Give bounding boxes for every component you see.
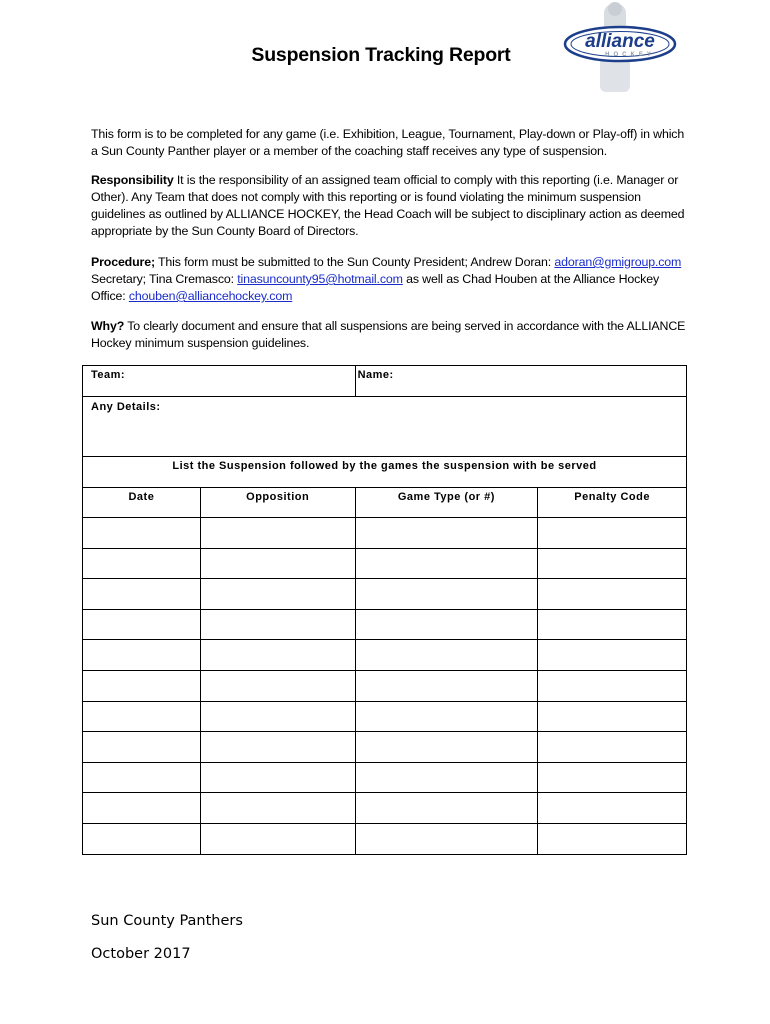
date-cell[interactable] (83, 518, 201, 549)
footer-organization: Sun County Panthers (91, 913, 243, 929)
opposition-cell[interactable] (200, 548, 355, 579)
opposition-cell[interactable] (200, 670, 355, 701)
svg-text:alliance: alliance (585, 31, 655, 52)
table-row (83, 670, 687, 701)
table-row (83, 640, 687, 671)
procedure-label: Procedure; (91, 255, 155, 269)
column-header-game-type: Game Type (or #) (355, 488, 538, 518)
penalty-code-cell[interactable] (538, 518, 687, 549)
details-row (83, 397, 687, 457)
responsibility-paragraph (91, 172, 691, 240)
details-field[interactable]: Any Details: (83, 397, 687, 457)
team-field[interactable]: Team: (83, 366, 356, 397)
table-row (83, 793, 687, 824)
opposition-cell[interactable] (200, 609, 355, 640)
game-type-cell[interactable] (355, 762, 538, 793)
opposition-cell[interactable] (200, 640, 355, 671)
game-type-cell[interactable] (355, 823, 538, 854)
date-cell[interactable] (83, 640, 201, 671)
list-header: List the Suspension followed by the games the suspension with be served (83, 457, 687, 488)
game-type-cell[interactable] (355, 548, 538, 579)
game-type-cell[interactable] (355, 670, 538, 701)
penalty-code-cell[interactable] (538, 732, 687, 763)
date-cell[interactable] (83, 548, 201, 579)
email-link-alliance-office[interactable]: chouben@alliancehockey.com (128, 289, 293, 303)
page-title: Suspension Tracking Report (251, 44, 511, 66)
name-field[interactable]: Name: (355, 366, 686, 397)
opposition-cell[interactable] (200, 793, 355, 824)
game-type-cell[interactable] (355, 732, 538, 763)
table-row (83, 609, 687, 640)
table-row (83, 823, 687, 854)
opposition-cell[interactable] (200, 823, 355, 854)
column-header-date: Date (83, 488, 201, 518)
penalty-code-cell[interactable] (538, 823, 687, 854)
table-row (83, 548, 687, 579)
responsibility-text: It is the responsibility of an assigned team official to comply with this reporting (i.e. Manager or Other). Any Team that does not comply with this reporting or is found violating the minimum suspension guidelines as outlined by ALLIANCE HOCKEY, the Head Coach will be subject to disciplinary action as deemed appropriate by the Sun County Board of Directors. (91, 173, 685, 238)
suspension-form-table (82, 365, 687, 855)
penalty-code-cell[interactable] (538, 579, 687, 610)
game-type-cell[interactable] (355, 579, 538, 610)
date-cell[interactable] (83, 793, 201, 824)
opposition-cell[interactable] (200, 701, 355, 732)
table-row (83, 701, 687, 732)
table-row (83, 518, 687, 549)
column-header-row (83, 488, 687, 518)
date-cell[interactable] (83, 762, 201, 793)
why-paragraph (91, 318, 691, 352)
date-cell[interactable] (83, 579, 201, 610)
table-row (83, 732, 687, 763)
penalty-code-cell[interactable] (538, 548, 687, 579)
why-label: Why? (91, 319, 125, 333)
footer-date: October 2017 (91, 946, 191, 962)
penalty-code-cell[interactable] (538, 762, 687, 793)
date-cell[interactable] (83, 823, 201, 854)
game-type-cell[interactable] (355, 793, 538, 824)
penalty-code-cell[interactable] (538, 609, 687, 640)
column-header-penalty-code: Penalty Code (538, 488, 687, 518)
game-type-cell[interactable] (355, 640, 538, 671)
opposition-cell[interactable] (200, 762, 355, 793)
intro-paragraph: This form is to be completed for any game (i.e. Exhibition, League, Tournament, Play-down or Play-off) in which a Sun County Panther player or a member of the coaching staff receives any type of suspension. (91, 127, 685, 158)
email-link-president[interactable]: adoran@gmigroup.com (554, 255, 682, 269)
penalty-code-cell[interactable] (538, 640, 687, 671)
team-name-row (83, 366, 687, 397)
opposition-cell[interactable] (200, 518, 355, 549)
penalty-code-cell[interactable] (538, 793, 687, 824)
opposition-cell[interactable] (200, 732, 355, 763)
email-link-secretary[interactable]: tinasuncounty95@hotmail.com (237, 272, 403, 286)
game-type-cell[interactable] (355, 701, 538, 732)
entry-rows (83, 518, 687, 855)
penalty-code-cell[interactable] (538, 670, 687, 701)
date-cell[interactable] (83, 609, 201, 640)
procedure-paragraph: Procedure; This form must be submitted to the Sun County President; Andrew Doran: adoran@gmigroup.com Secretary; Tina Cremasco: tinasuncounty95@hotmail.com as well as Chad Houben at the Alliance Hockey Office: chouben@alliancehockey.com (91, 255, 682, 303)
opposition-cell[interactable] (200, 579, 355, 610)
date-cell[interactable] (83, 670, 201, 701)
why-text: To clearly document and ensure that all suspensions are being served in accordance with the ALLIANCE Hockey minimum suspension guidelines. (91, 319, 686, 350)
svg-text:HOCKEY: HOCKEY (605, 52, 655, 58)
date-cell[interactable] (83, 732, 201, 763)
list-header-row (83, 457, 687, 488)
penalty-code-cell[interactable] (538, 701, 687, 732)
table-row (83, 762, 687, 793)
date-cell[interactable] (83, 701, 201, 732)
responsibility-label: Responsibility (91, 173, 174, 187)
game-type-cell[interactable] (355, 518, 538, 549)
game-type-cell[interactable] (355, 609, 538, 640)
column-header-opposition: Opposition (200, 488, 355, 518)
table-row (83, 579, 687, 610)
